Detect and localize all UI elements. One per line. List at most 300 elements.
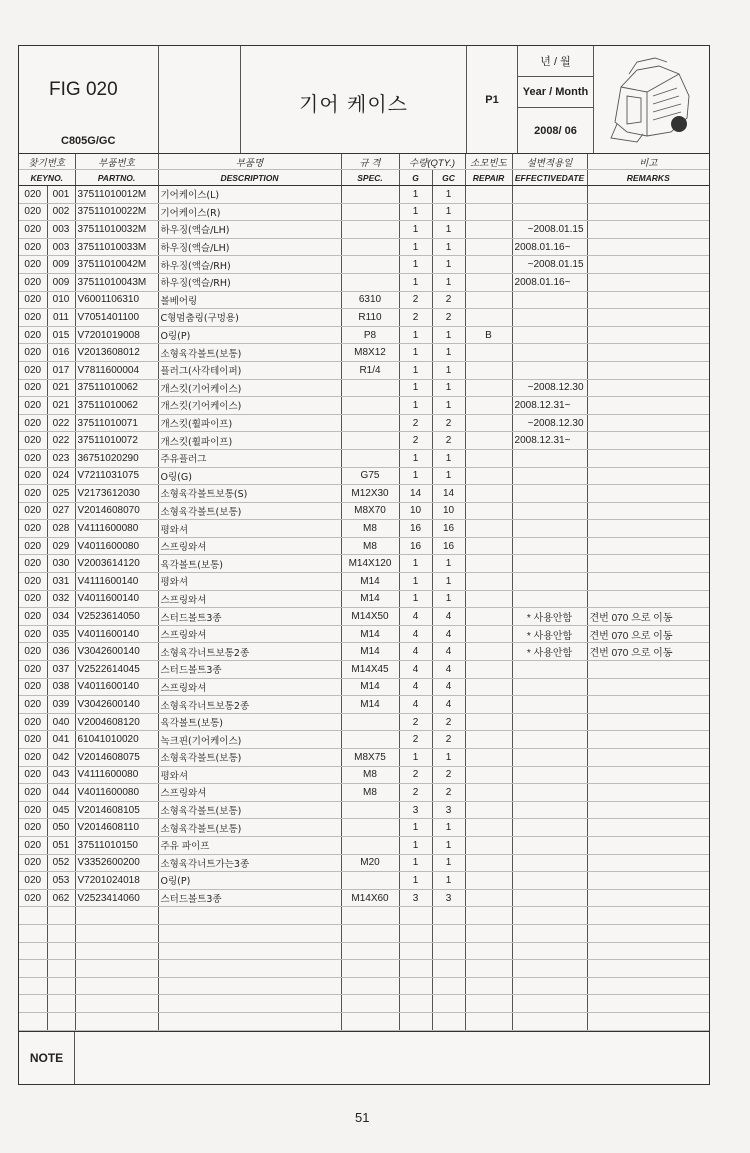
description-cell: 스프링와셔 (158, 678, 341, 696)
empty-cell (512, 977, 587, 995)
empty-row (19, 924, 709, 942)
table-row (19, 485, 709, 503)
repair-cell (465, 502, 512, 520)
table-row (19, 291, 709, 309)
part-no-cell: V7201019008 (75, 326, 158, 344)
qty-gc-cell: 1 (432, 361, 465, 379)
part-no-cell: V7811600004 (75, 361, 158, 379)
sheet-header (19, 46, 709, 154)
fig-no-cell: 020 (19, 186, 47, 204)
repair-cell (465, 590, 512, 608)
spec-cell (341, 801, 399, 819)
fig-no-cell: 020 (19, 291, 47, 309)
note-label: NOTE (19, 1032, 75, 1084)
fig-no-cell: 020 (19, 590, 47, 608)
table-row (19, 273, 709, 291)
part-no-cell: V4011600140 (75, 590, 158, 608)
empty-cell (341, 942, 399, 960)
repair-cell (465, 309, 512, 327)
fig-no-cell: 020 (19, 203, 47, 221)
qty-g-cell: 4 (399, 643, 432, 661)
effective-date-cell (512, 291, 587, 309)
repair-cell (465, 361, 512, 379)
empty-row (19, 977, 709, 995)
empty-cell (399, 942, 432, 960)
empty-row (19, 1012, 709, 1030)
table-row (19, 713, 709, 731)
key-no-cell: 003 (47, 221, 75, 239)
part-no-cell: V4011600140 (75, 625, 158, 643)
qty-gc-cell: 1 (432, 449, 465, 467)
key-no-cell: 051 (47, 836, 75, 854)
part-no-cell: V2522614045 (75, 661, 158, 679)
fig-no-cell: 020 (19, 326, 47, 344)
effective-date-cell: ~2008.12.30 (512, 414, 587, 432)
spec-cell: 6310 (341, 291, 399, 309)
effective-date-cell: * 사용안함 (512, 608, 587, 626)
col-repair: REPAIR (465, 170, 512, 186)
description-cell: O링(P) (158, 326, 341, 344)
qty-g-cell: 1 (399, 555, 432, 573)
remarks-cell (587, 520, 709, 538)
description-cell: 하우징(액슬/RH) (158, 273, 341, 291)
qty-g-cell: 2 (399, 291, 432, 309)
repair-cell (465, 889, 512, 907)
empty-cell (19, 924, 47, 942)
effective-date-cell (512, 661, 587, 679)
description-cell: 평와셔 (158, 520, 341, 538)
part-no-cell: V2014608070 (75, 502, 158, 520)
effective-date-cell: 2008.12.31~ (512, 432, 587, 450)
qty-g-cell: 1 (399, 467, 432, 485)
combine-harvester-icon (607, 52, 697, 147)
fig-no-cell: 020 (19, 749, 47, 767)
fig-number: FIG 020 (49, 79, 118, 100)
repair-cell (465, 537, 512, 555)
empty-cell (465, 977, 512, 995)
repair-cell (465, 836, 512, 854)
description-cell: 하우징(액슬/RH) (158, 256, 341, 274)
header-row-kr (19, 154, 709, 170)
effective-date-cell: 2008.12.31~ (512, 397, 587, 415)
repair-cell (465, 221, 512, 239)
qty-gc-cell: 1 (432, 573, 465, 591)
qty-gc-cell: 2 (432, 309, 465, 327)
part-no-cell: 37511010062 (75, 379, 158, 397)
table-row (19, 749, 709, 767)
spec-cell (341, 238, 399, 256)
empty-cell (587, 924, 709, 942)
effective-date-cell: 2008.01.16~ (512, 238, 587, 256)
spec-cell: M20 (341, 854, 399, 872)
qty-g-cell: 3 (399, 801, 432, 819)
spec-cell (341, 819, 399, 837)
qty-g-cell: 1 (399, 256, 432, 274)
empty-cell (432, 907, 465, 925)
date-value: 2008/ 06 (534, 124, 577, 137)
description-cell: 기어케이스(R) (158, 203, 341, 221)
spec-cell (341, 713, 399, 731)
empty-cell (19, 1012, 47, 1030)
note-section (19, 1031, 709, 1084)
effective-date-cell (512, 326, 587, 344)
remarks-cell (587, 836, 709, 854)
empty-cell (465, 995, 512, 1013)
remarks-cell (587, 186, 709, 204)
qty-g-cell: 4 (399, 625, 432, 643)
empty-cell (75, 995, 158, 1013)
table-row (19, 186, 709, 204)
spec-cell (341, 221, 399, 239)
fig-no-cell: 020 (19, 379, 47, 397)
effective-date-cell (512, 889, 587, 907)
empty-cell (47, 907, 75, 925)
remarks-cell: 견번 070 으로 이동 (587, 625, 709, 643)
part-no-cell: V4011600080 (75, 784, 158, 802)
empty-cell (465, 1012, 512, 1030)
date-label-kr: 년 / 월 (518, 46, 593, 77)
spec-cell (341, 449, 399, 467)
empty-cell (432, 942, 465, 960)
remarks-cell (587, 819, 709, 837)
key-no-cell: 027 (47, 502, 75, 520)
effective-date-cell (512, 731, 587, 749)
qty-gc-cell: 4 (432, 696, 465, 714)
effective-date-cell (512, 485, 587, 503)
empty-cell (587, 907, 709, 925)
empty-cell (75, 942, 158, 960)
repair-cell (465, 749, 512, 767)
qty-gc-cell: 1 (432, 273, 465, 291)
remarks-cell: 견번 070 으로 이동 (587, 608, 709, 626)
table-row (19, 555, 709, 573)
spec-cell: M14X50 (341, 608, 399, 626)
fig-no-cell: 020 (19, 467, 47, 485)
table-row (19, 801, 709, 819)
table-row (19, 502, 709, 520)
part-no-cell: V2013608012 (75, 344, 158, 362)
qty-gc-cell: 2 (432, 713, 465, 731)
table-row (19, 696, 709, 714)
spec-cell (341, 256, 399, 274)
qty-gc-cell: 1 (432, 379, 465, 397)
empty-cell (47, 977, 75, 995)
table-row (19, 203, 709, 221)
qty-g-cell: 1 (399, 344, 432, 362)
table-row (19, 573, 709, 591)
description-cell: 소형육각볼트(보통) (158, 502, 341, 520)
spec-cell: M8 (341, 520, 399, 538)
description-cell: 평와셔 (158, 766, 341, 784)
table-row (19, 344, 709, 362)
key-no-cell: 009 (47, 256, 75, 274)
effective-date-cell (512, 203, 587, 221)
repair-cell (465, 731, 512, 749)
table-row (19, 221, 709, 239)
page-code: P1 (467, 46, 518, 153)
key-no-cell: 028 (47, 520, 75, 538)
description-cell: 스터드볼트3종 (158, 889, 341, 907)
qty-gc-cell: 1 (432, 590, 465, 608)
key-no-cell: 052 (47, 854, 75, 872)
table-row (19, 731, 709, 749)
qty-gc-cell: 1 (432, 221, 465, 239)
key-no-cell: 011 (47, 309, 75, 327)
qty-g-cell: 1 (399, 872, 432, 890)
table-row (19, 872, 709, 890)
description-cell: 기어케이스(L) (158, 186, 341, 204)
remarks-cell (587, 573, 709, 591)
table-row (19, 432, 709, 450)
qty-gc-cell: 1 (432, 186, 465, 204)
key-no-cell: 010 (47, 291, 75, 309)
part-no-cell: 37511010033M (75, 238, 158, 256)
fig-no-cell: 020 (19, 449, 47, 467)
part-no-cell: V2523614050 (75, 608, 158, 626)
parts-table (19, 154, 709, 1031)
empty-cell (19, 960, 47, 978)
spec-cell: M14X45 (341, 661, 399, 679)
col-qty-gc: GC (432, 170, 465, 186)
col-description: DESCRIPTION (158, 170, 341, 186)
spec-cell (341, 273, 399, 291)
repair-cell (465, 608, 512, 626)
empty-cell (465, 960, 512, 978)
effective-date-cell (512, 749, 587, 767)
part-no-cell: V2003614120 (75, 555, 158, 573)
key-no-cell: 040 (47, 713, 75, 731)
empty-cell (399, 907, 432, 925)
qty-g-cell: 1 (399, 221, 432, 239)
part-no-cell: 37511010022M (75, 203, 158, 221)
table-row (19, 537, 709, 555)
empty-cell (75, 960, 158, 978)
effective-date-cell: ~2008.12.30 (512, 379, 587, 397)
spec-cell: M8 (341, 784, 399, 802)
remarks-cell (587, 590, 709, 608)
empty-row (19, 942, 709, 960)
empty-row (19, 995, 709, 1013)
qty-gc-cell: 1 (432, 854, 465, 872)
spec-cell: M14 (341, 696, 399, 714)
qty-g-cell: 1 (399, 273, 432, 291)
col-partno: PARTNO. (75, 170, 158, 186)
empty-cell (512, 942, 587, 960)
key-no-cell: 053 (47, 872, 75, 890)
part-no-cell: V2523414060 (75, 889, 158, 907)
spec-cell: M14X60 (341, 889, 399, 907)
effective-date-cell: * 사용안함 (512, 625, 587, 643)
repair-cell (465, 573, 512, 591)
part-no-cell: V2014608105 (75, 801, 158, 819)
qty-gc-cell: 2 (432, 432, 465, 450)
model-code: C805G/GC (61, 135, 116, 147)
repair-cell (465, 643, 512, 661)
table-row (19, 256, 709, 274)
fig-no-cell: 020 (19, 273, 47, 291)
empty-cell (432, 995, 465, 1013)
key-no-cell: 031 (47, 573, 75, 591)
table-row (19, 889, 709, 907)
remarks-cell (587, 713, 709, 731)
key-no-cell: 025 (47, 485, 75, 503)
remarks-cell (587, 273, 709, 291)
repair-cell (465, 273, 512, 291)
remarks-cell (587, 854, 709, 872)
empty-row (19, 960, 709, 978)
empty-cell (19, 977, 47, 995)
qty-g-cell: 4 (399, 696, 432, 714)
remarks-cell (587, 291, 709, 309)
repair-cell (465, 414, 512, 432)
date-label-en: Year / Month (518, 77, 593, 108)
description-cell: 하우징(액슬/LH) (158, 238, 341, 256)
qty-g-cell: 14 (399, 485, 432, 503)
key-no-cell: 029 (47, 537, 75, 555)
empty-cell (399, 960, 432, 978)
key-no-cell: 030 (47, 555, 75, 573)
description-cell: 스프링와셔 (158, 590, 341, 608)
empty-cell (512, 924, 587, 942)
part-no-cell: 37511010032M (75, 221, 158, 239)
table-row (19, 379, 709, 397)
blank-cell (159, 46, 241, 153)
qty-gc-cell: 2 (432, 731, 465, 749)
empty-cell (47, 942, 75, 960)
remarks-cell (587, 784, 709, 802)
remarks-cell (587, 678, 709, 696)
remarks-cell (587, 361, 709, 379)
qty-gc-cell: 1 (432, 555, 465, 573)
description-cell: 주유플러그 (158, 449, 341, 467)
empty-cell (399, 977, 432, 995)
fig-no-cell: 020 (19, 485, 47, 503)
empty-cell (587, 942, 709, 960)
empty-cell (158, 960, 341, 978)
qty-gc-cell: 1 (432, 203, 465, 221)
fig-no-cell: 020 (19, 854, 47, 872)
fig-no-cell: 020 (19, 221, 47, 239)
col-remarks: REMARKS (587, 170, 709, 186)
empty-cell (158, 924, 341, 942)
repair-cell: B (465, 326, 512, 344)
qty-g-cell: 1 (399, 590, 432, 608)
remarks-cell (587, 449, 709, 467)
qty-g-cell: 1 (399, 238, 432, 256)
empty-cell (47, 1012, 75, 1030)
qty-gc-cell: 1 (432, 749, 465, 767)
repair-cell (465, 397, 512, 415)
fig-no-cell: 020 (19, 731, 47, 749)
qty-gc-cell: 4 (432, 643, 465, 661)
description-cell: 스프링와셔 (158, 537, 341, 555)
col-remarks-kr: 비고 (587, 154, 709, 170)
qty-gc-cell: 16 (432, 537, 465, 555)
effective-date-cell: * 사용안함 (512, 643, 587, 661)
empty-cell (158, 907, 341, 925)
qty-g-cell: 2 (399, 766, 432, 784)
effective-date-cell (512, 520, 587, 538)
qty-gc-cell: 4 (432, 661, 465, 679)
machine-illustration (594, 46, 709, 153)
effective-date-cell: ~2008.01.15 (512, 256, 587, 274)
fig-no-cell: 020 (19, 643, 47, 661)
col-effectivedate: EFFECTIVEDATE (512, 170, 587, 186)
empty-cell (399, 924, 432, 942)
part-no-cell: 37511010012M (75, 186, 158, 204)
spec-cell: M8X70 (341, 502, 399, 520)
key-no-cell: 050 (47, 819, 75, 837)
remarks-cell (587, 256, 709, 274)
spec-cell: M14 (341, 678, 399, 696)
qty-gc-cell: 2 (432, 291, 465, 309)
remarks-cell (587, 432, 709, 450)
qty-g-cell: 1 (399, 379, 432, 397)
key-no-cell: 043 (47, 766, 75, 784)
repair-cell (465, 555, 512, 573)
qty-gc-cell: 10 (432, 502, 465, 520)
fig-no-cell: 020 (19, 344, 47, 362)
description-cell: 볼베어링 (158, 291, 341, 309)
page-number: 51 (355, 1110, 370, 1125)
part-no-cell: 36751020290 (75, 449, 158, 467)
empty-cell (432, 977, 465, 995)
spec-cell: M8X75 (341, 749, 399, 767)
remarks-cell (587, 696, 709, 714)
key-no-cell: 023 (47, 449, 75, 467)
effective-date-cell (512, 361, 587, 379)
repair-cell (465, 203, 512, 221)
table-row (19, 309, 709, 327)
key-no-cell: 042 (47, 749, 75, 767)
qty-gc-cell: 1 (432, 819, 465, 837)
note-body (75, 1032, 709, 1084)
table-row (19, 467, 709, 485)
qty-g-cell: 1 (399, 749, 432, 767)
spec-cell (341, 203, 399, 221)
qty-g-cell: 1 (399, 573, 432, 591)
col-qty-g: G (399, 170, 432, 186)
qty-g-cell: 2 (399, 414, 432, 432)
effective-date-cell (512, 819, 587, 837)
qty-g-cell: 1 (399, 326, 432, 344)
part-no-cell: V3352600200 (75, 854, 158, 872)
spec-cell (341, 379, 399, 397)
repair-cell (465, 467, 512, 485)
table-row (19, 361, 709, 379)
spec-cell: M8 (341, 766, 399, 784)
qty-g-cell: 4 (399, 608, 432, 626)
key-no-cell: 035 (47, 625, 75, 643)
qty-gc-cell: 1 (432, 872, 465, 890)
table-row (19, 520, 709, 538)
fig-no-cell: 020 (19, 889, 47, 907)
repair-cell (465, 238, 512, 256)
remarks-cell (587, 309, 709, 327)
page-title: 기어 케이스 (299, 92, 408, 116)
empty-cell (587, 1012, 709, 1030)
empty-row (19, 907, 709, 925)
header-row-en (19, 170, 709, 186)
description-cell: 육각볼트(보통) (158, 555, 341, 573)
table-row (19, 326, 709, 344)
qty-gc-cell: 3 (432, 889, 465, 907)
col-spec: SPEC. (341, 170, 399, 186)
empty-cell (75, 977, 158, 995)
effective-date-cell (512, 836, 587, 854)
key-no-cell: 022 (47, 414, 75, 432)
spec-cell: P8 (341, 326, 399, 344)
